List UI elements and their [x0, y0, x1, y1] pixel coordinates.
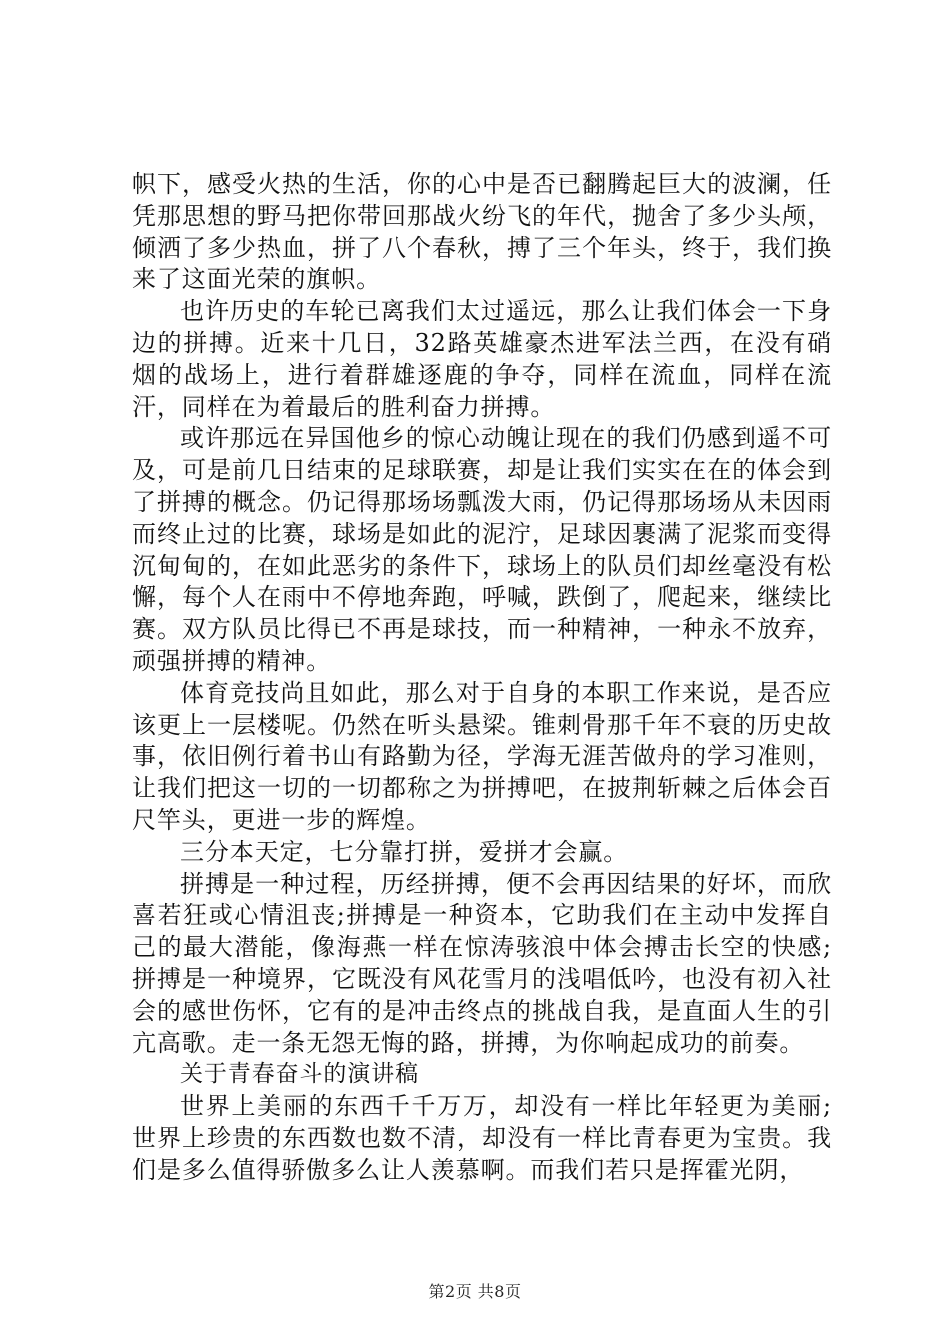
section-heading: 关于青春奋斗的演讲稿: [180, 1061, 419, 1088]
paragraph-motto: 三分本天定，七分靠打拼，爱拼才会赢。: [180, 837, 629, 866]
paragraph-work: 体育竞技尚且如此，那么对于自身的本职工作来说，是否应该更上一层楼呢。仍然在听头悬梁。锥刺骨那千年不衰的历史故事，依旧例行着书山有路勤为径，学海无涯苦做舟的学习准则，让我们把这一切的一切都称之为拼搏吧，在披荆斩棘之后体会百尺竿头，更进一步的辉煌。: [132, 678, 832, 834]
paragraph-youth: 世界上美丽的东西千千万万，却没有一样比年轻更为美丽;世界上珍贵的东西数也数不清，却没有一样比青春更为宝贵。我们是多么值得骄傲多么让人羡慕啊。而我们若只是挥霍光阴，: [132, 1092, 832, 1184]
paragraph-history: 也许历史的车轮已离我们太过遥远，那么让我们体会一下身边的拼搏。近来十几日，32路英雄豪杰进军法兰西，在没有硝烟的战场上，进行着群雄逐鹿的争夺，同样在流血，同样在流汗，同样在为着最后的胜利奋力拼搏。: [132, 297, 832, 421]
paragraph-continuation: 帜下，感受火热的生活，你的心中是否已翻腾起巨大的波澜，任凭那思想的野马把你带回那战火纷飞的年代，抛舍了多少头颅，倾洒了多少热血，拼了八个春秋，搏了三个年头，终于，我们换来了这面光荣的旗帜。: [132, 170, 832, 294]
document-body: [132, 169, 832, 1187]
page-footer: 第2页 共8页: [428, 1282, 522, 1301]
paragraph-struggle: 拼搏是一种过程，历经拼搏，便不会再因结果的好坏，而欣喜若狂或心情沮丧;拼搏是一种资本，它助我们在主动中发挥自己的最大潜能，像海燕一样在惊涛骇浪中体会搏击长空的快感;拼搏是一种境界，它既没有风花雪月的浅唱低吟，也没有初入社会的感世伤怀，它有的是冲击终点的挑战自我，是直面人生的引亢高歌。走一条无怨无悔的路，拼搏，为你响起成功的前奏。: [132, 869, 832, 1057]
paragraph-football: 或许那远在异国他乡的惊心动魄让现在的我们仍感到遥不可及，可是前几日结束的足球联赛，却是让我们实实在在的体会到了拼搏的概念。仍记得那场场瓢泼大雨，仍记得那场场从未因雨而终止过的比赛，球场是如此的泥泞，足球因裹满了泥浆而变得沉甸甸的，在如此恶劣的条件下，球场上的队员们却丝毫没有松懈，每个人在雨中不停地奔跑，呼喊，跌倒了，爬起来，继续比赛。双方队员比得已不再是球技，而一种精神，一种永不放弃，顽强拼搏的精神。: [132, 424, 832, 675]
